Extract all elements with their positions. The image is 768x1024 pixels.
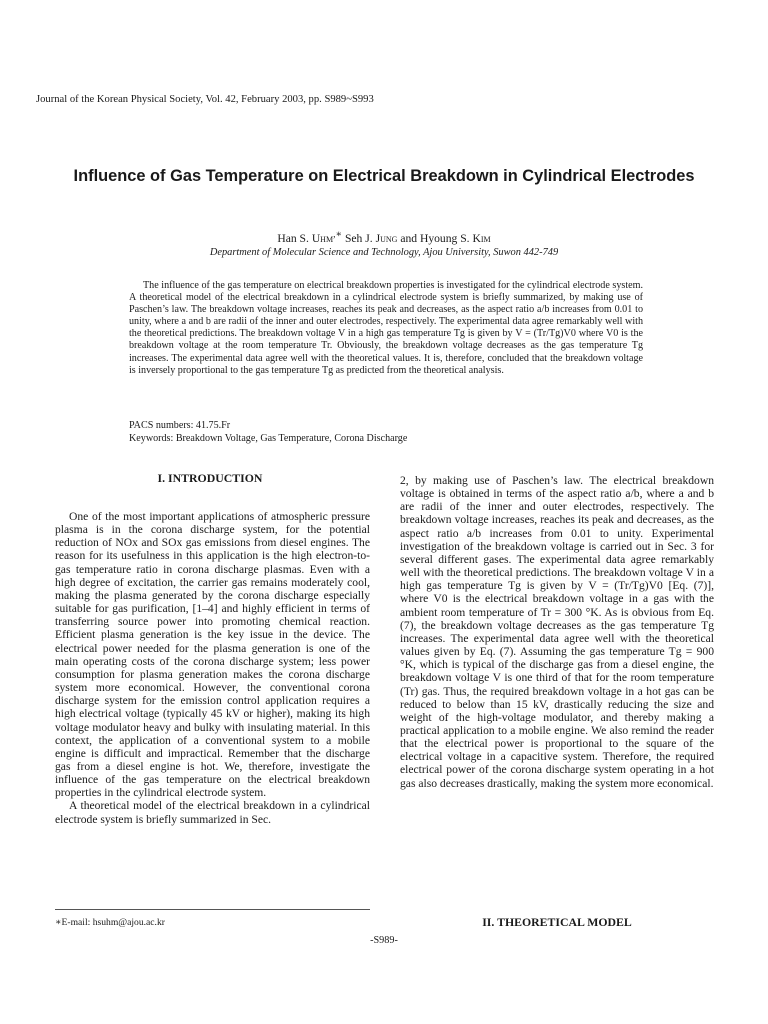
pacs-numbers: PACS numbers: 41.75.Fr [129,420,231,431]
author-first-name: Hyoung S. [419,231,473,245]
paragraph: A theoretical model of the electrical breakdown in a cylindrical electrode system is briefly summarized in Sec. [55,799,370,826]
author-list [60,229,708,245]
paragraph: One of the most important applications of atmospheric pressure plasma is in the corona discharge system, for the potential reduction of NOx and SOx gas emissions from diesel engines. The reason for its usefulness in this application is the high electron-to-gas temperature ratio in corona discharge plasmas. Even with a high degree of excitation, the carrier gas remains moderately cool, making the plasma generated by the corona discharge especially suitable for gas purification, [1–4] and highly efficient in terms of transferring source power into promoting chemical reaction. Efficient plasma generation is the key issue in the device. The electrical power needed for the plasma generation is one of the main operating costs of the corona discharge system; less power consumption for plasma generation makes the corona discharge system more economical. However, the conventional corona discharge system for the emission control application requires a high electrical voltage (typically 45 kV or higher), making its high voltage modulator heavy and bulky with insulating material. In this context, the application of a conventional system to a mobile engine is difficult and impractical. Remember that the discharge gas from a diesel engine is hot. We, therefore, investigate the influence of the gas temperature on the electrical breakdown properties in the cylindrical electrode system. [55,510,370,800]
footnote-divider [55,909,370,910]
affiliation: Department of Molecular Science and Technology, Ajou University, Suwon 442-749 [209,247,559,258]
author-first-name: Han S. [277,231,312,245]
left-column [55,510,370,826]
author-first-name: Seh J. [342,231,376,245]
author-last-name: Uhm [311,231,334,245]
right-column [400,474,714,790]
paragraph: 2, by making use of Paschen’s law. The electrical breakdown voltage is obtained in terms of the aspect ratio a/b, where a and b are radii of the inner and outer electrodes, respectively. The breakdown voltage increases, reaches its peak and decreases, as the aspect ratio a/b increases from 0.01 to unity. Experimental investigation of the breakdown voltage is carried out in Sec. 3 for several different gases. The experimental data agree remarkably well with the theoretical predictions. The breakdown voltage V in a high gas temperature Tg is given by V = (Tr/Tg)V0 [Eq. (7)], where V0 is the electrical breakdown voltage in a gas with the ambient room temperature of Tr = 300 °K. As is obvious from Eq. (7), the breakdown voltage decreases as the gas temperature Tg increases. The experimental data agree well with the theoretical values given by Eq. (7). Assuming the gas temperature Tg = 900 °K, which is typical of the discharge gas from a diesel engine, the breakdown voltage V is one third of that for the room temperature (Tr) gas. Thus, the required breakdown voltage in a hot gas can be reduced to below than 15 kV, drastically reducing the size and weight of the high-voltage modulator, and thereby making a practical application to a mobile engine. We also remind the reader that the electrical power is proportional to the square of the electrical voltage in a capacitive system. Therefore, the required electrical power of the corona discharge system operating in a hot gas also decreases drastically, making the system more economical. [400,474,714,790]
paper-title: Influence of Gas Temperature on Electrical Breakdown in Cylindrical Electrodes [73,167,695,185]
author-conjunction: and [397,231,420,245]
section-heading-theoretical-model: II. THEORETICAL MODEL [482,915,632,929]
section-heading-introduction: I. INTRODUCTION [157,471,263,485]
author-last-name: Kim [472,231,491,245]
abstract: The influence of the gas temperature on electrical breakdown properties is investigated for the cylindrical electrode system. A theoretical model of the electrical breakdown in a cylindrical electrode system is briefly summarized, by making use of Paschen’s law. The breakdown voltage increases, reaches its peak and decreases, as the aspect ratio a/b increases from 0.01 to unity, where a and b are radii of the inner and outer electrodes, respectively. The experimental data agree remarkably well with the theoretical predictions. The breakdown voltage V in a high gas temperature Tg is given by V = (Tr/Tg)V0 where V0 is the breakdown voltage at the room temperature Tr. Obviously, the breakdown voltage decreases as the gas temperature Tg increases. The experimental data agree well with the theoretical values. It is, therefore, concluded that the breakdown voltage is inversely proportional to the gas temperature Tg as predicted from the theoretical analysis. [129,280,643,376]
page-number: -S989- [370,935,398,946]
keywords: Keywords: Breakdown Voltage, Gas Temperature, Corona Discharge [129,433,408,444]
journal-header: Journal of the Korean Physical Society, Vol. 42, February 2003, pp. S989~S993 [36,94,374,105]
footnote-marker: ,∗ [333,229,343,240]
footnote: ∗E-mail: hsuhm@ajou.ac.kr [55,917,165,928]
author-last-name: Jung [375,231,398,245]
